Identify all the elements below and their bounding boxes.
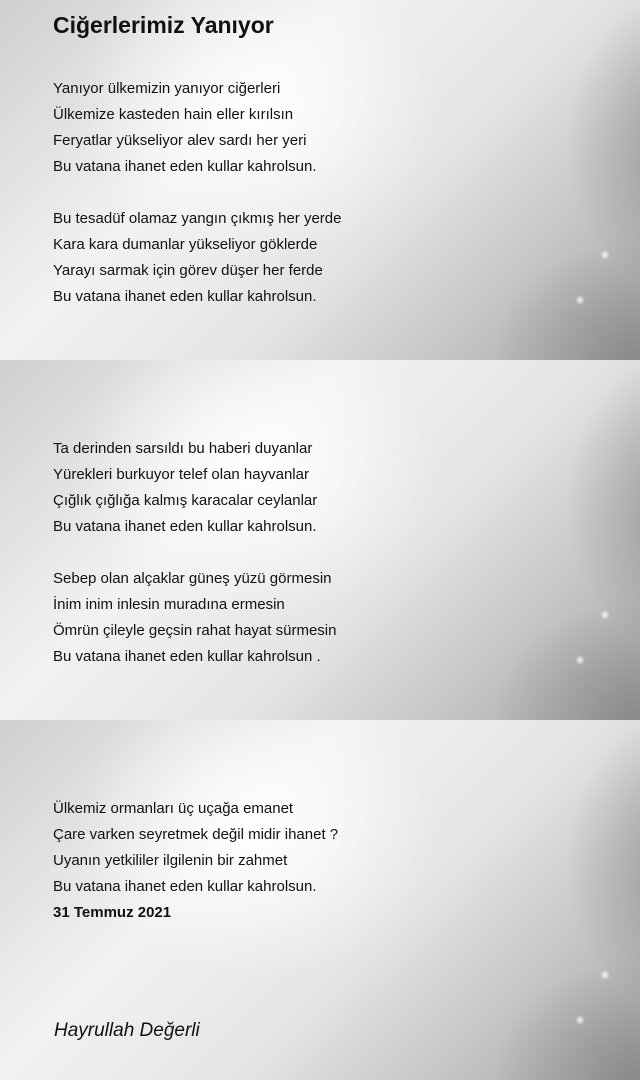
sparkle-decoration [575,295,585,305]
poem-line: Yürekleri burkuyor telef olan hayvanlar [53,466,309,483]
poem-panel-3 [0,720,640,1080]
poem-line: Uyanın yetkililer ilgilenin bir zahmet [53,852,288,869]
poem-date: 31 Temmuz 2021 [53,904,172,921]
poem-panel-1 [0,0,640,360]
sparkle-decoration [600,610,610,620]
stanza-5 [53,796,338,926]
poem-line: Bu vatana ihanet eden kullar kahrolsun. [53,518,317,535]
poem-line: Bu vatana ihanet eden kullar kahrolsun. [53,288,317,305]
poem-line: Kara kara dumanlar yükseliyor göklerde [53,236,318,253]
poem-line: Bu vatana ihanet eden kullar kahrolsun. [53,878,317,895]
poem-line: Çare varken seyretmek değil midir ihanet ? [53,826,339,843]
poem-line: Bu vatana ihanet eden kullar kahrolsun. [53,158,317,175]
poem-line: Bu tesadüf olamaz yangın çıkmış her yerde [53,210,342,227]
stanza-1 [53,76,317,180]
poem-line: Çığlık çığlığa kalmış karacalar ceylanlar [53,492,318,509]
sparkle-decoration [600,250,610,260]
stanza-3 [53,436,317,540]
poem-line: Feryatlar yükseliyor alev sardı her yeri [53,132,307,149]
poem-title: Ciğerlerimiz Yanıyor [53,12,274,38]
poem-line: Sebep olan alçaklar güneş yüzü görmesin [53,570,332,587]
sparkle-decoration [575,655,585,665]
poem-panel-2 [0,360,640,720]
poem-line: Ömrün çileyle geçsin rahat hayat sürmesin [53,622,337,639]
poem-line: Bu vatana ihanet eden kullar kahrolsun . [53,648,321,665]
poem-author: Hayrullah Değerli [54,1020,200,1041]
sparkle-decoration [600,970,610,980]
poem-line: Yanıyor ülkemizin yanıyor ciğerleri [53,80,281,97]
sparkle-decoration [575,1015,585,1025]
poem-line: İnim inim inlesin muradına ermesin [53,596,285,613]
poem-line: Ta derinden sarsıldı bu haberi duyanlar [53,440,313,457]
poem-line: Ülkemiz ormanları üç uçağa emanet [53,800,294,817]
poem-line: Yarayı sarmak için görev düşer her ferde [53,262,323,279]
stanza-2 [53,206,341,310]
stanza-4 [53,566,336,670]
poem-line: Ülkemize kasteden hain eller kırılsın [53,106,294,123]
